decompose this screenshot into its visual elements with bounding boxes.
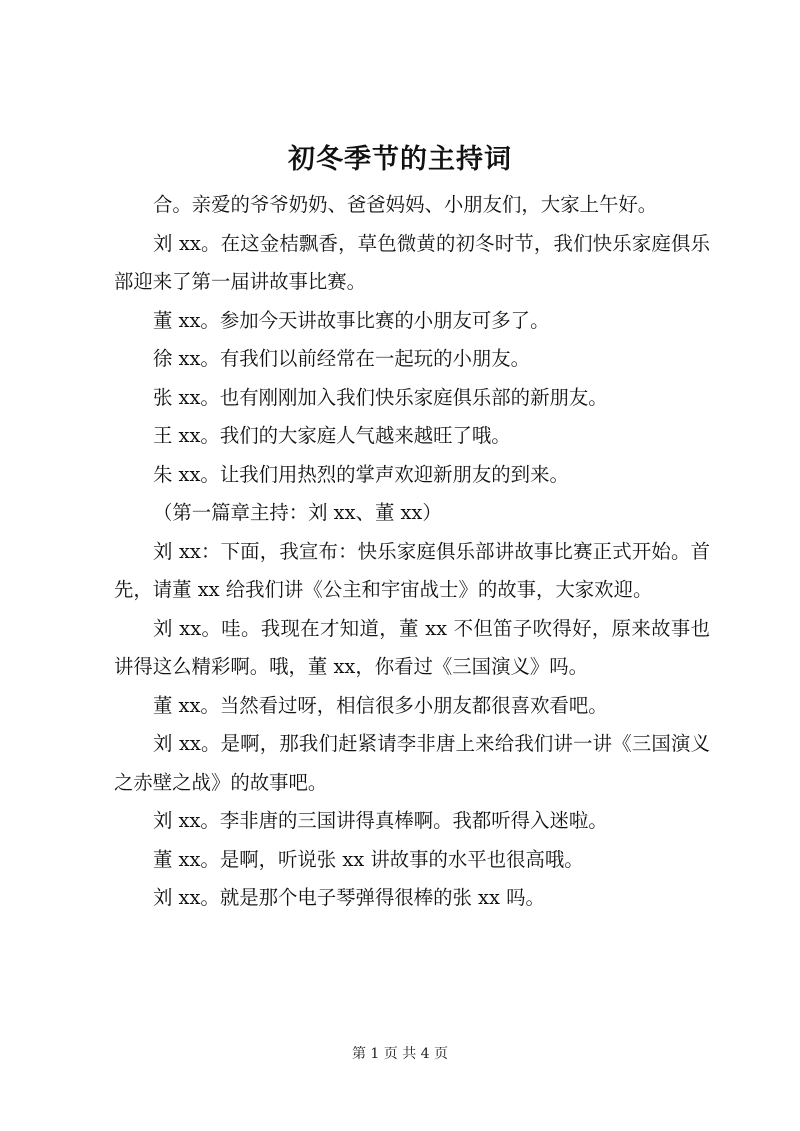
paragraph: 刘 xx。就是那个电子琴弹得很棒的张 xx 吗。 <box>153 886 545 909</box>
paragraph: 刘 xx。在这金桔飘香，草色微黄的初冬时节，我们快乐家庭俱乐部迎来了第一届讲故事比赛。 <box>114 231 710 293</box>
paragraph: 董 xx。当然看过呀，相信很多小朋友都很喜欢看吧。 <box>153 693 608 717</box>
page-number-footer: 第 1 页 共 4 页 <box>351 1046 449 1062</box>
paragraph: 刘 xx：下面，我宣布：快乐家庭俱乐部讲故事比赛正式开始。首先，请董 xx 给我们讲《公主和宇宙战士》的故事，大家欢迎。 <box>114 539 710 601</box>
paragraph: 王 xx。我们的大家庭人气越来越旺了哦。 <box>153 424 511 447</box>
document-body <box>114 186 710 918</box>
paragraph: 刘 xx。是啊，那我们赶紧请李非唐上来给我们讲一讲《三国演义之赤壁之战》的故事吧。 <box>114 732 710 794</box>
paragraph: 董 xx。参加今天讲故事比赛的小朋友可多了。 <box>153 308 550 332</box>
paragraph: 朱 xx。让我们用热烈的掌声欢迎新朋友的到来。 <box>153 462 569 486</box>
paragraph: 徐 xx。有我们以前经常在一起玩的小朋友。 <box>153 347 531 370</box>
section-heading: （第一篇章主持：刘 xx、董 xx） <box>153 501 442 524</box>
paragraph: 张 xx。也有刚刚加入我们快乐家庭俱乐部的新朋友。 <box>153 385 608 409</box>
paragraph: 董 xx。是啊，听说张 xx 讲故事的水平也很高哦。 <box>153 847 584 871</box>
paragraph: 刘 xx。李非唐的三国讲得真棒啊。我都听得入迷啦。 <box>153 809 608 832</box>
paragraph: 合。亲爱的爷爷奶奶、爸爸妈妈、小朋友们，大家上午好。 <box>153 193 658 216</box>
paragraph: 刘 xx。哇。我现在才知道，董 xx 不但笛子吹得好，原来故事也讲得这么精彩啊。哦，董 xx，你看过《三国演义》吗。 <box>114 616 710 678</box>
document-title: 初冬季节的主持词 <box>288 144 512 175</box>
